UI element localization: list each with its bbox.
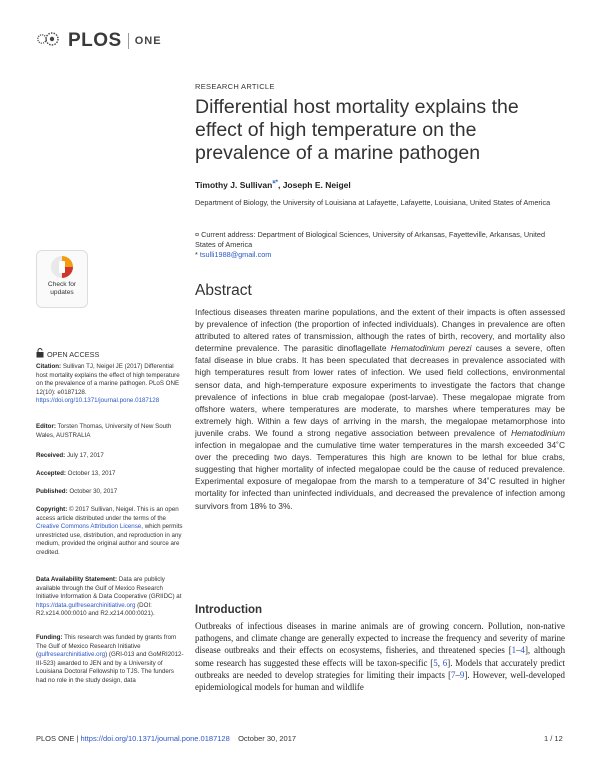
copyright: Copyright: © 2017 Sullivan, Neigel. This is an open access article distributed under the terms of the Creative Commons Attribution License, which permits unrestricted use, distribution, and reproduction in any medium, provided the original author and source are credited. (36, 506, 183, 556)
ref-link[interactable]: 4 (520, 645, 525, 656)
open-access-lock-icon (36, 348, 44, 360)
abstract-heading: Abstract (195, 282, 252, 299)
editor: Editor: Torsten Thomas, University of New South Wales, AUSTRALIA (36, 423, 172, 439)
abstract-text: Infectious diseases threaten marine populations, and the extent of their impacts is often assessed by prevalence of infection (the proportion of infected individuals). Changes in prevalence are often attributed to altered rates of transmission, although the rates of birth, recovery, and mortality also determine prevalence. The parasitic dinoflagellate Hematodinium perezi causes a severe, often fatal disease in blue crabs. It has been speculated that decreases in prevalence associated with high temperatures result from lower rates of infection. We used field collections, environmental sensor data, and high-temperature exposure experiments to investigate the factors that change prevalence of infections in blue crab megalopae (post-larvae). These megalopae migrate from offshore waters, where temperatures are moderate, to marshes where temperatures may be extremely high. Within a few days of arriving in the marsh, the megalopae metamorphose into juvenile crabs. We found a strong negative association between prevalence of Hematodinium infection in megalopae and the cumulative time water temperatures in the marsh exceeded 34˚C over the preceding two days. Temperatures this high are known to be lethal for blue crabs, suggesting that higher mortality of infected megalopae could be the cause of reduced prevalence. Experimental exposure of megalopae from the marsh to a temperature of 34˚C resulted in higher mortality for infected than uninfected individuals, and decreased the prevalence of infection among survivors from 18% to 3%. (195, 307, 566, 511)
email-prefix: * (195, 250, 200, 259)
introduction-text: Outbreaks of infectious diseases in marine animals are of growing concern. Pollution, non-native pathogens, and climate change are generally expected to increase the frequency and severity of marine disease outbreaks and their effects on ecosystems, fisheries, and threatened species [1–4], although some research has suggested these effects will be taxon-specific [5, 6]. Models that accurately predict outbreaks are needed to develop strategies for limiting their impacts [7–9]. However, well-developed epidemiological models for human and wildlife (195, 621, 566, 693)
footer-doi-link[interactable]: https://doi.org/10.1371/journal.pone.0187128 (80, 734, 230, 743)
logo-divider (128, 33, 129, 49)
published-date: Published: October 30, 2017 (36, 488, 118, 495)
journal-logo[interactable] (36, 30, 162, 52)
received-date: Received: July 17, 2017 (36, 452, 104, 459)
affiliation: Department of Biology, the University of Louisiana at Lafayette, Lafayette, Louisiana, United States of America (195, 198, 551, 207)
license-link[interactable]: Creative Commons Attribution License (36, 523, 142, 530)
open-access-label: OPEN ACCESS (47, 349, 100, 359)
citation: Citation: Sullivan TJ, Neigel JE (2017) Differential host mortality explains the effect of high temperature on the prevalence of a marine pathogen. PLoS ONE 12(10): e0187128. https://doi.org/10.1371/journal.pone.0187128 (36, 363, 180, 404)
open-access-badge (36, 348, 99, 360)
email-link[interactable]: tsulli1988@gmail.com (199, 250, 272, 259)
ref-link[interactable]: 5 (433, 657, 438, 668)
accepted-date: Accepted: October 13, 2017 (36, 470, 116, 477)
article-title: Differential host mortality explains the effect of high temperature on the prevalence of a marine pathogen (195, 96, 519, 164)
ref-link[interactable]: 6 (442, 657, 448, 668)
funding-link[interactable]: gulfresearchinitiative.org (38, 651, 106, 658)
plos-logo-icon (36, 28, 64, 55)
citation-doi-link[interactable]: https://doi.org/10.1371/journal.pone.0187128 (36, 397, 160, 404)
journal-name: ONE (134, 35, 162, 47)
data-availability: Data Availability Statement: Data are publicly available through the Gulf of Mexico Research Initiative Information & Data Cooperative (GRIIDC) at https://data.gulfresearchinitiative.org (DOI: R2.x214.000:0010 and R2.x214.000:0021). (36, 576, 182, 617)
current-address: ¤ Current address: Department of Biological Sciences, University of Arkansas, Fayetteville, Arkansas, United States of America (195, 230, 546, 249)
ref-link[interactable]: 9 (459, 669, 465, 680)
crossmark-icon (50, 255, 74, 284)
check-for-updates-button[interactable] (36, 250, 88, 308)
check-for-updates-label: Check for updates (47, 281, 77, 296)
author-2[interactable]: , Joseph E. Neigel (277, 180, 351, 190)
page-footer: PLOS ONE | https://doi.org/10.1371/journal.pone.0187128 October 30, 2017 (36, 734, 297, 743)
ref-link[interactable]: 1 (511, 645, 517, 656)
brand-name: PLOS (68, 30, 122, 51)
author-1[interactable]: Timothy J. Sullivan (195, 180, 273, 190)
article-type: RESEARCH ARTICLE (195, 82, 275, 91)
page-number: 1 / 12 (544, 734, 563, 743)
author-list (195, 180, 565, 190)
author-marks[interactable]: ¤* (272, 180, 278, 187)
funding: Funding: This research was funded by grants from The Gulf of Mexico Research Initiative (gulfresearchinitiative.org) (GRI-013 and GoMRI2012-III-523) awarded to JEN and by a University of Louisiana Doctoral Fellowship to TJS. The funders had no role in the study design, data (36, 634, 184, 684)
corresponding-email (195, 250, 271, 259)
ref-link[interactable]: 7 (451, 669, 456, 680)
introduction-heading: Introduction (195, 604, 263, 616)
data-link[interactable]: https://data.gulfresearchinitiative.org (36, 601, 136, 609)
